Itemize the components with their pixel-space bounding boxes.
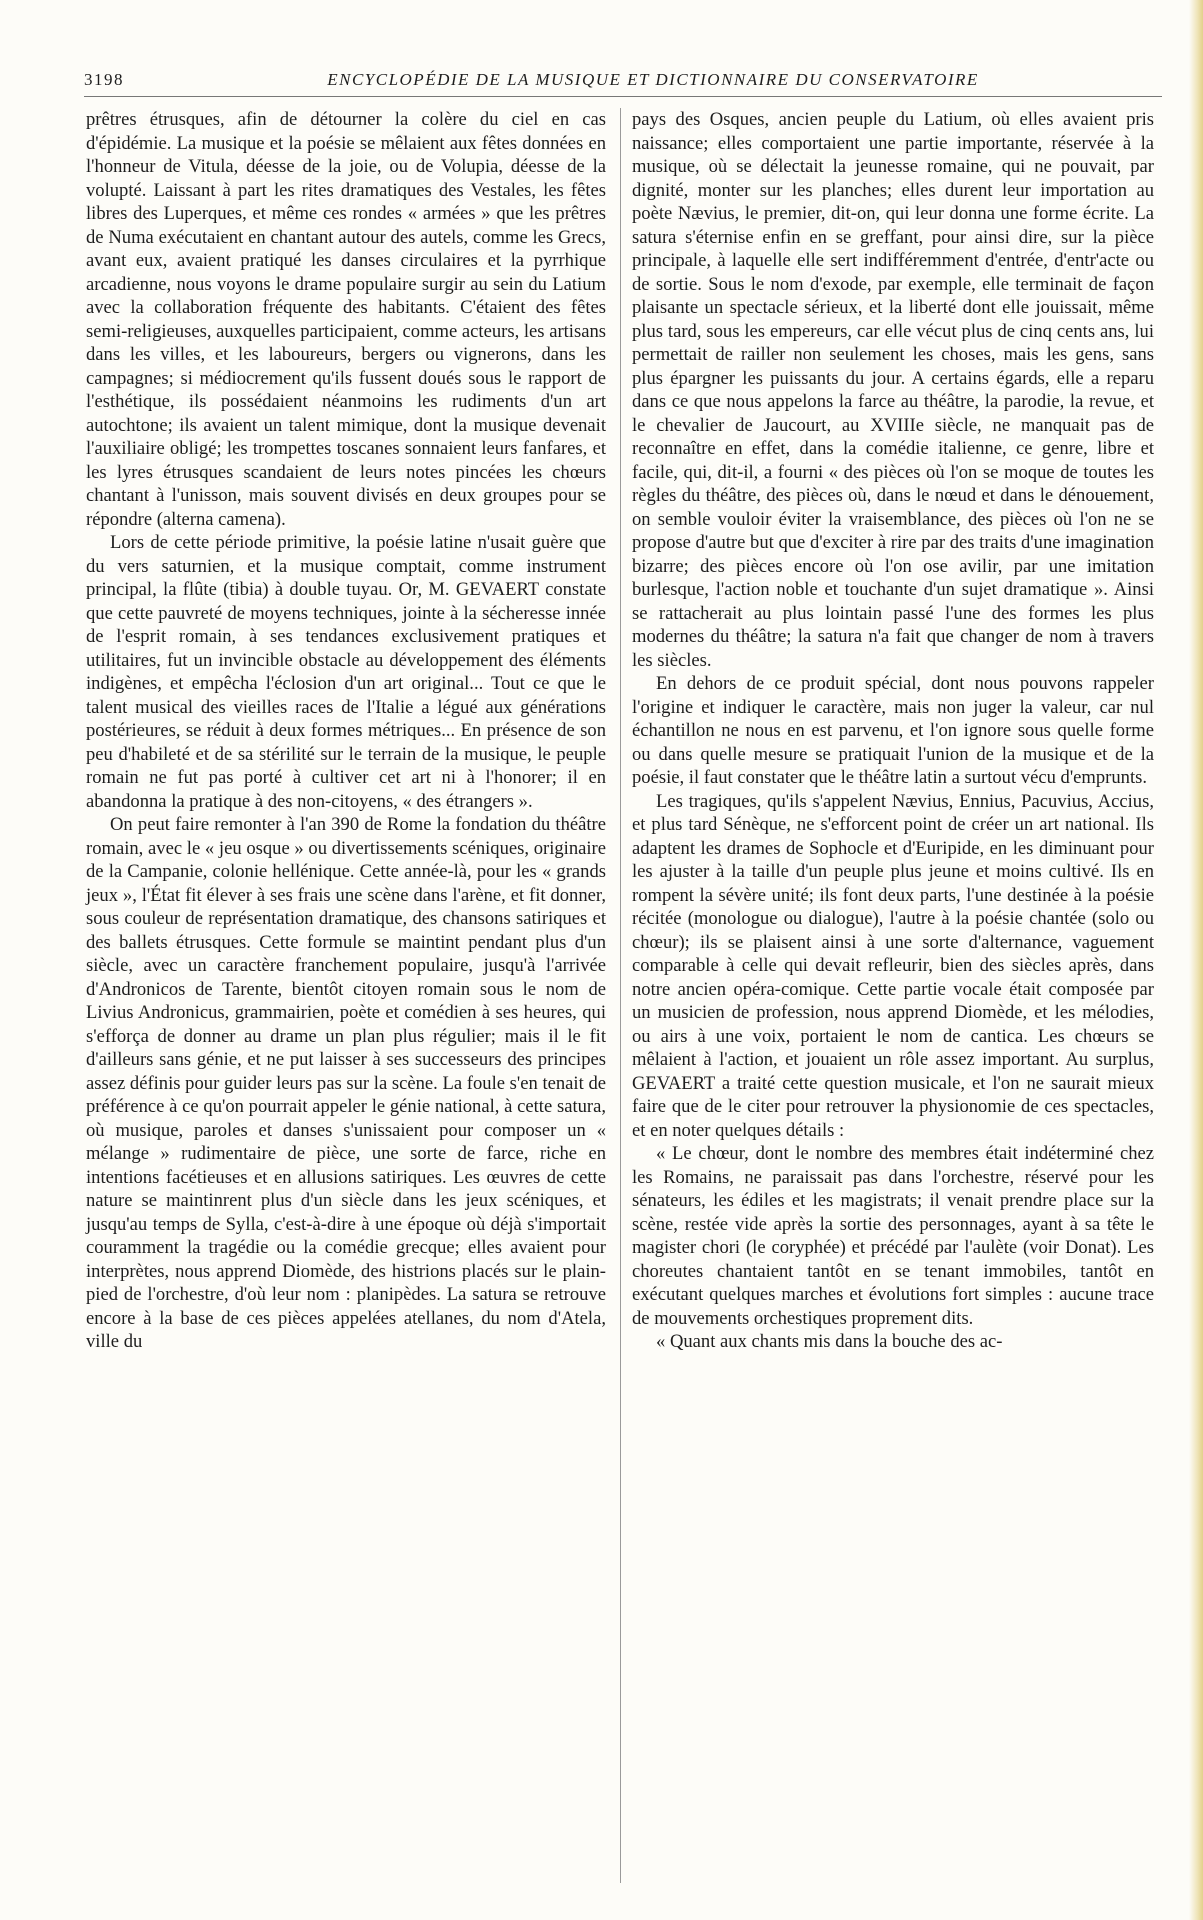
left-paragraph-3: On peut faire remonter à l'an 390 de Rome la fondation du théâtre romain, avec le « jeu osque » ou divertissements scéniques, originaire de la Campanie, colonie hellénique. Cette année-là, pour les « grands jeux », l'État fit élever à ses frais une scène dans l'arène, et fit donner, sous couleur de représentation dramatique, des chansons satiriques et des ballets étrusques. Cette formule se maintint pendant plus d'un siècle, avec un caractère franchement populaire, jusqu'à l'arrivée d'Andronicos de Tarente, bientôt citoyen romain sous le nom de Livius Andronicus, grammairien, poète et comédien à ses heures, qui s'efforça de donner au drame un plan plus régulier; mais il le fit d'ailleurs sans génie, et ne put laisser à ses successeurs des principes assez définis pour guider leurs pas sur la scène. La foule s'en tenait de préférence à ce qu'on pourrait appeler le génie national, à cette satura, où musique, paroles et danses s'unissaient pour composer un « mélange » rudimentaire de pièce, une sorte de farce, riche en intentions facétieuses et en allusions satiriques. Les œuvres de cette nature se maintinrent plus d'un siècle dans les jeux scéniques, et jusqu'au temps de Sylla, c'est-à-dire à une époque où déjà s'importait couramment la tragédie ou la comédie grecque; elles avaient pour interprètes, nous apprend Diomède, des histrions placés sur le plain-pied de l'orchestre, d'où leur nom : planipèdes. La satura se retrouve encore à la base de ces pièces appelées atellanes, du nom d'Atela, ville du (86, 814, 606, 1352)
running-title: ENCYCLOPÉDIE DE LA MUSIQUE ET DICTIONNAIRE DU CONSERVATOIRE (327, 70, 979, 89)
right-paragraph-4: « Le chœur, dont le nombre des membres était indéterminé chez les Romains, ne paraissait pas dans l'orchestre, réservé pour les sénateurs, les édiles et les magistrats; il venait prendre place sur la scène, restée vide après la sortie des personnages, ayant à sa tête le magister chori (le coryphée) et précédé par l'aulète (voir Donat). Les choreutes chantaient tantôt en se tenant immobiles, tantôt en exécutant quelques marches et évolutions fort simples : aucune trace de mouvements orchestiques proprement dits. (632, 1143, 1154, 1329)
page-header (84, 70, 1162, 97)
right-paragraph-2: En dehors de ce produit spécial, dont nous pouvons rappeler l'origine et indiquer le caractère, mais non juger la valeur, car nul échantillon ne nous en est parvenu, et l'on ignore sous quelle forme ou dans quelle mesure se pratiquait l'union de la musique et de la poésie, il faut constater que le théâtre latin a surtout vécu d'emprunts. (632, 673, 1154, 788)
page-number: 3198 (84, 70, 124, 89)
right-column (632, 108, 1154, 1354)
left-column (86, 108, 606, 1354)
right-paragraph-5: « Quant aux chants mis dans la bouche des ac- (656, 1331, 1003, 1352)
right-paragraph-3: Les tragiques, qu'ils s'appelent Nævius, Ennius, Pacuvius, Accius, et plus tard Sénèque, ne s'efforcent point de créer un art national. Ils adaptent les drames de Sophocle et d'Euripide, en les diminuant pour les ajuster à la taille d'un peuple plus jeune et moins cultivé. Ils en rompent la sévère unité; ils font deux parts, l'une destinée à la poésie récitée (monologue ou dialogue), l'autre à la poésie chantée (solo ou chœur); ils se plaisent ainsi à une sorte d'alternance, vaguement comparable à celle qui devait refleurir, bien des siècles après, dans notre ancien opéra-comique. Cette partie vocale était composée par un musicien de profession, nous apprend Diomède, et les mélodies, ou airs à une voix, portaient le nom de cantica. Les chœurs se mêlaient à l'action, et jouaient un rôle assez important. Au surplus, GEVAERT a traité cette question musicale, et l'on ne saurait mieux faire que de le citer pour retrouver la physionomie de ces spectacles, et en noter quelques détails : (632, 790, 1154, 1141)
left-paragraph-1: prêtres étrusques, afin de détourner la colère du ciel en cas d'épidémie. La musique et la poésie se mêlaient aux fêtes données en l'honneur de Vitula, déesse de la joie, ou de Volupia, déesse de la volupté. Laissant à part les rites dramatiques des Vestales, les fêtes libres des Luperques, et même ces rondes « armées » que les prêtres de Numa exécutaient en chantant autour des autels, comme les Grecs, avant eux, avaient pratiqué les danses circulaires et la pyrrhique arcadienne, nous voyons le drame populaire surgir au sein du Latium avec la collaboration fréquente des habitants. C'étaient des fêtes semi-religieuses, auxquelles participaient, comme acteurs, les artisans dans les villes, et les laboureurs, bergers ou vignerons, dans les campagnes; si médiocrement qu'ils fussent doués sous le rapport de l'esthétique, ils possédaient néanmoins les rudiments d'un art autochtone; ils avaient un talent mimique, dont la musique devenait l'auxiliaire obligé; les trompettes toscanes sonnaient leurs fanfares, et les lyres étrusques scandaient de leurs notes pincées les chœurs chantant à l'unisson, mais souvent divisés en deux groupes pour se répondre (alterna camena). (86, 109, 606, 530)
right-paragraph-1: pays des Osques, ancien peuple du Latium, où elles avaient pris naissance; elles comportaient une partie importante, réservée à la musique, où se délectait la jeunesse romaine, qui ne pouvait, par dignité, monter sur les planches; elles durent leur importation au poète Nævius, le premier, dit-on, qui leur donna une forme écrite. La satura s'éternise enfin en se greffant, pour ainsi dire, sur la pièce principale, à laquelle elle sert indifféremment d'entrée, d'entr'acte ou de sortie. Sous le nom d'exode, par exemple, elle terminait de façon plaisante un spectacle sérieux, et la liberté dont elle jouissait, même plus tard, sous les empereurs, car elle vécut plus de cinq cents ans, lui permettait de railler non seulement les choses, mais les gens, sans plus épargner les puissants du jour. A certains égards, elle a reparu dans ce que nous appelons la farce au théâtre, la parodie, la revue, et le chevalier de Jaucourt, au XVIIIe siècle, ne manquait pas de reconnaître en effet, dans la comédie italienne, ce genre, libre et facile, qui, dit-il, a fourni « des pièces où l'on se moque de toutes les règles du théâtre, des pièces où, dans le nœud et dans le dénouement, on semble vouloir éviter la vraisemblance, des pièces où l'on ne se propose d'autre but que d'exciter à rire par des traits d'une imagination bizarre; des pièces encore où l'on ose avilir, par une imitation burlesque, l'action noble et touchante d'un sujet dramatique ». Ainsi se rattacherait au plus lointain passé l'une des formes les plus modernes du théâtre; la satura n'a fait que changer de nom à travers les siècles. (632, 109, 1154, 671)
column-divider (620, 108, 621, 1883)
scan-page-edge (1189, 0, 1203, 1920)
left-paragraph-2: Lors de cette période primitive, la poésie latine n'usait guère que du vers saturnien, et la musique comptait, comme instrument principal, la flûte (tibia) à double tuyau. Or, M. GEVAERT constate que cette pauvreté de moyens techniques, jointe à la sécheresse innée de l'esprit romain, à ses tendances exclusivement pratiques et utilitaires, fut un invincible obstacle au développement des éléments indigènes, et empêcha l'éclosion d'un art original... Tout ce que le talent musical des vieilles races de l'Italie a légué aux générations postérieures, se réduit à deux formes métriques... En présence de son peu d'habileté et de sa stérilité sur le terrain de la musique, le peuple romain ne fut pas porté à cultiver cet art ni à l'honorer; il en abandonna la pratique à des non-citoyens, « des étrangers ». (86, 532, 606, 812)
